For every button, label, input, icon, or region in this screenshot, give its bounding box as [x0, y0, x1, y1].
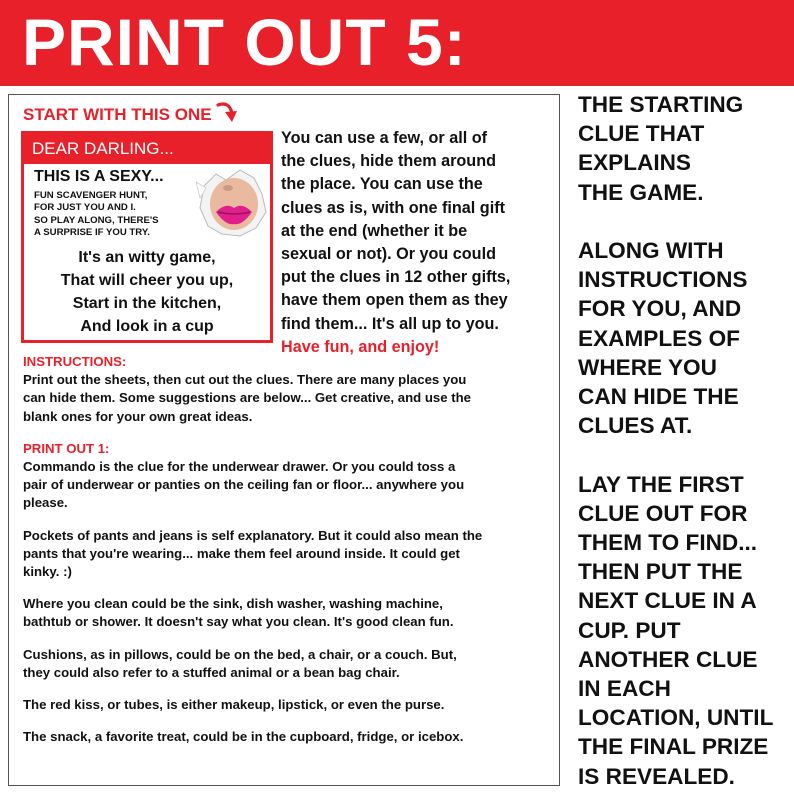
paragraph-line: Where you clean could be the sink, dish washer, washing machine,	[23, 596, 443, 612]
curved-arrow-icon	[215, 99, 239, 125]
instructions-line: can hide them. Some suggestions are below... Get creative, and use the	[23, 390, 472, 406]
card-small-line: SO PLAY ALONG, THERE'S	[34, 214, 159, 226]
poem-line: It's an witty game,	[78, 249, 216, 266]
instructions-body	[23, 353, 555, 746]
poem-line: That will cheer you up,	[60, 272, 234, 289]
paragraph-line: Commando is the clue for the underwear drawer. Or you could toss a	[23, 459, 456, 475]
side-line: THE GAME.	[578, 179, 704, 205]
card-small-line: FOR JUST YOU AND I.	[34, 202, 136, 214]
card-header: DEAR DARLING...	[24, 134, 270, 164]
intro-paragraph	[281, 127, 557, 359]
side-line: CLUES AT.	[578, 413, 693, 439]
side-line: LAY THE FIRST	[578, 471, 744, 497]
title-banner	[0, 0, 794, 86]
poem-line: Start in the kitchen,	[72, 295, 222, 312]
side-line: EXPLAINS	[578, 150, 691, 176]
paragraph-line: they could also refer to a stuffed animal or a bean bag chair.	[23, 664, 400, 680]
page-title: PRINT OUT 5:	[22, 5, 467, 79]
intro-line: have them open them as they	[281, 291, 508, 310]
side-line: LOCATION, UNTIL	[578, 705, 774, 731]
paragraph-line: please.	[23, 495, 68, 511]
card-poem	[24, 246, 270, 338]
intro-line: at the end (whether it be	[281, 221, 468, 240]
starting-clue-card	[21, 131, 273, 343]
side-line: ANOTHER CLUE	[578, 646, 758, 672]
side-line: THE FINAL PRIZE	[578, 734, 769, 760]
side-line: IN EACH	[578, 676, 671, 702]
paragraph-line: pair of underwear or panties on the ceiling fan or floor... anywhere you	[23, 477, 465, 493]
side-line: ALONG WITH	[578, 238, 724, 263]
paragraph-line: Pockets of pants and jeans is self explanatory. But it could also mean the	[23, 527, 483, 543]
intro-line: sexual or not). Or you could	[281, 245, 496, 264]
instruction-panel	[8, 94, 560, 786]
card-small-text	[34, 190, 194, 240]
instructions-line: blank ones for your own great ideas.	[23, 408, 253, 424]
side-line: THEN PUT THE	[578, 559, 743, 585]
intro-closing: Have fun, and enjoy!	[281, 337, 440, 356]
intro-line: You can use a few, or all of	[281, 129, 487, 147]
paragraph-line: The snack, a favorite treat, could be in the cupboard, fridge, or icebox.	[23, 729, 464, 745]
instructions-line: Print out the sheets, then cut out the clues. There are many places you	[23, 372, 467, 388]
side-explanation	[578, 90, 790, 791]
side-line: CLUE OUT FOR	[578, 500, 748, 526]
side-line: NEXT CLUE IN A	[578, 588, 757, 614]
poem-line: And look in a cup	[80, 318, 214, 335]
side-line: WHERE YOU	[578, 354, 717, 380]
intro-line: put the clues in 12 other gifts,	[281, 268, 511, 287]
start-label: START WITH THIS ONE	[23, 105, 212, 124]
paragraph-line: The red kiss, or tubes, is either makeup, lipstick, or even the purse.	[23, 697, 445, 713]
intro-line: the clues, hide them around	[281, 152, 496, 171]
instructions-heading: INSTRUCTIONS:	[23, 354, 127, 369]
side-line: CUP. PUT	[578, 617, 681, 643]
side-line: THEM TO FIND...	[578, 530, 758, 556]
paragraph-line: Cushions, as in pillows, could be on the bed, a chair, or a couch. But,	[23, 646, 457, 662]
side-line: CAN HIDE THE	[578, 384, 739, 410]
intro-line: clues as is, with one final gift	[281, 198, 505, 217]
card-small-line: A SURPRISE IF YOU TRY.	[34, 227, 150, 239]
side-line: FOR YOU, AND	[578, 296, 742, 322]
paragraph-line: kinky. :)	[23, 564, 72, 580]
intro-line: find them... It's all up to you.	[281, 314, 499, 333]
paragraph-line: bathtub or shower. It doesn't say what you clean. It's good clean fun.	[23, 614, 454, 630]
paragraph-line: pants that you're wearing... make them feel around inside. It could get	[23, 545, 460, 561]
intro-line: the place. You can use the	[281, 175, 483, 194]
start-label-row	[23, 101, 239, 129]
side-line: INSTRUCTIONS	[578, 267, 748, 293]
side-line: EXAMPLES OF	[578, 325, 740, 351]
side-line: THE STARTING	[578, 92, 744, 117]
print-out-1-heading: PRINT OUT 1:	[23, 440, 110, 456]
side-line: CLUE THAT	[578, 121, 705, 147]
card-sexy-line: THIS IS A SEXY...	[34, 168, 164, 185]
card-small-line: FUN SCAVENGER HUNT,	[34, 190, 148, 201]
side-line: IS REVEALED.	[578, 763, 735, 789]
lips-torn-paper-image	[196, 168, 268, 240]
